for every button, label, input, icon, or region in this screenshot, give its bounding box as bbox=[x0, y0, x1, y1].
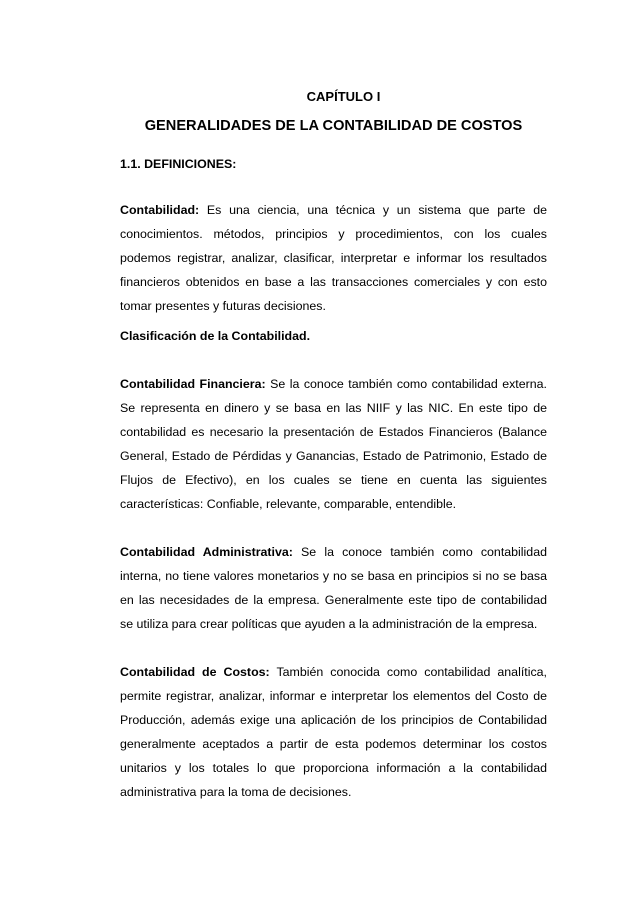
paragraph-term: Contabilidad Administrativa: bbox=[120, 545, 293, 559]
section-heading: 1.1. DEFINICIONES: bbox=[120, 157, 237, 171]
paragraph-contabilidad-financiera bbox=[120, 372, 547, 516]
paragraph-term: Contabilidad de Costos: bbox=[120, 665, 270, 679]
paragraph-text: También conocida como contabilidad analítica, permite registrar, analizar, informar e interpretar los elementos del Costo de Producción, además exige una aplicación de los principios de Contabilidad generalmente aceptados a partir de esta podemos determinar los costos unitarios y los totales lo que proporciona información a la contabilidad administrativa para la toma de decisiones. bbox=[120, 665, 547, 799]
paragraph-contabilidad-administrativa bbox=[120, 540, 547, 636]
paragraph-term: Contabilidad Financiera: bbox=[120, 377, 266, 391]
definition-term: Contabilidad: bbox=[120, 203, 200, 217]
definition-paragraph-contabilidad bbox=[120, 198, 547, 318]
paragraph-text: Se la conoce también como contabilidad externa. Se representa en dinero y se basa en las NIIF y las NIC. En este tipo de contabilidad es necesario la presentación de Estados Financieros (Balance General, Estado de Pérdidas y Ganancias, Estado de Patrimonio, Estado de Flujos de Efectivo), en los cuales se tiene en cuenta las siguientes características: Confiable, relevante, comparable, entendible. bbox=[120, 377, 547, 511]
page-content bbox=[120, 84, 547, 804]
classification-heading: Clasificación de la Contabilidad. bbox=[120, 329, 311, 343]
chapter-number: CAPÍTULO I bbox=[306, 89, 381, 104]
chapter-title: GENERALIDADES DE LA CONTABILIDAD DE COSTOS bbox=[144, 118, 523, 134]
paragraph-text: Se la conoce también como contabilidad interna, no tiene valores monetarios y no se basa en principios si no se basa en las necesidades de la empresa. Generalmente este tipo de contabilidad se utiliza para crear políticas que ayuden a la administración de la empresa. bbox=[120, 545, 547, 631]
definition-text: Es una ciencia, una técnica y un sistema que parte de conocimientos. métodos, principios y procedimientos, con los cuales podemos registrar, analizar, clasificar, interpretar e informar los resultados financieros obtenidos en base a las transacciones comerciales y con esto tomar presentes y futuras decisiones. bbox=[120, 203, 547, 313]
paragraph-contabilidad-de-costos bbox=[120, 660, 547, 804]
